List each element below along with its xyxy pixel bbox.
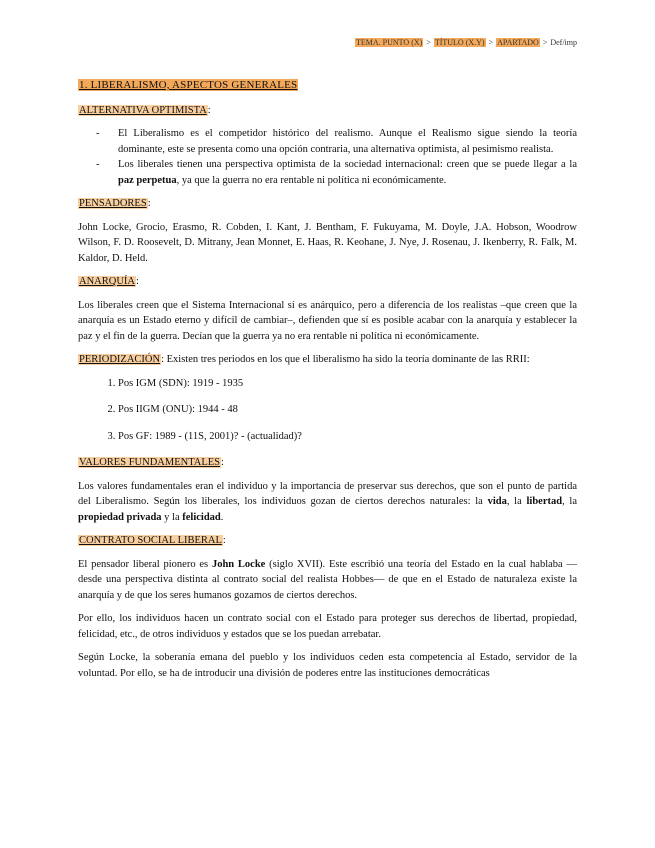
john-locke-bold: John Locke	[211, 558, 266, 570]
contrato-paragraph-1: El pensador liberal pionero es John Locke (siglo XVII). Este escribió una teoría del Estado en la cual hablaba —desde una perspectiva distinta al contrato social del realista Hobbes— de que en el Estado de naturaleza existe la anarquía y de que los seres humanos gozamos de ciertos derechos.	[78, 558, 578, 601]
contrato-paragraph-2: Por ello, los individuos hacen un contrato social con el Estado para proteger sus derechos de libertad, propiedad, felicidad, etc., de otros individuos y estados que se los puedan arrebatar.	[78, 613, 577, 640]
document-body	[78, 78, 577, 689]
breadcrumb-separator: >	[426, 38, 431, 47]
breadcrumb-titulo[interactable]: TÍTULO (X.Y)	[434, 38, 485, 47]
section-heading-valores: VALORES FUNDAMENTALES:	[79, 457, 224, 468]
valores-paragraph: Los valores fundamentales eran el individuo y la importancia de preservar sus derechos, que son el punto de partida del Liberalismo. Según los liberales, los individuos gozan de ciertos derechos naturales: la vida, la libertad, la propiedad privada y la felicidad.	[78, 480, 578, 523]
breadcrumb-separator: >	[542, 38, 548, 47]
contrato-paragraph-3: Según Locke, la soberanía emana del pueblo y los individuos ceden esta competencia al Estado, servidor de la voluntad. Por ello, se ha de introducir una división de poderes entre las instituciones democráticas	[78, 652, 577, 679]
periodizacion-list	[78, 376, 577, 445]
breadcrumb-tail: Def/imp	[550, 38, 577, 47]
section-heading-alternativa: ALTERNATIVA OPTIMISTA:	[79, 104, 211, 116]
list-item: - Los liberales tienen una perspectiva optimista de la sociedad internacional: creen que se puede llegar a la paz perpetua, ya que la guerra no era rentable ni política ni económicamente.	[118, 157, 577, 188]
periodizacion-paragraph: PERIODIZACIÓN: Existen tres periodos en los que el liberalismo ha sido la teoría dominante de las RRII:	[79, 354, 530, 365]
breadcrumb	[355, 38, 577, 48]
breadcrumb-separator: >	[488, 38, 494, 47]
list-item: - El Liberalismo es el competidor histórico del realismo. Aunque el Realismo sigue siendo la teoría dominante, este se presenta como una opción contraria, una alternativa optimista, al pesimismo realista.	[118, 126, 577, 157]
list-item: 3. Pos GF: 1989 - (11S, 2001)? - (actualidad)?	[118, 429, 577, 445]
anarquia-paragraph: Los liberales creen que el Sistema Internacional sí es anárquico, pero a diferencia de los realistas –que creen que la anarquía es un Estado eterno y difícil de cambiar–, defienden que sí es posible acabar con la anarquía y establecer la paz y el fin de la guerra. Decían que la guerra ya no era rentable ni política ni económicamente.	[78, 299, 577, 342]
list-item: 2. Pos IIGM (ONU): 1944 - 48	[118, 402, 577, 418]
list-item: 1. Pos IGM (SDN): 1919 - 1935	[118, 376, 577, 392]
pensadores-paragraph: John Locke, Grocio, Erasmo, R. Cobden, I. Kant, J. Bentham, F. Fukuyama, M. Doyle, J.A. Hobson, Woodrow Wilson, F. D. Roosevelt, D. Mitrany, Jean Monnet, E. Haas, R. Keohane, J. Nye, J. Rosenau, J. Ikenberry, R. Falk, M. Kaldor, D. Held.	[78, 221, 577, 264]
paz-perpetua-bold: paz perpetua	[118, 174, 177, 186]
breadcrumb-tema[interactable]: TEMA. PUNTO (X)	[356, 38, 423, 47]
section-heading-contrato: CONTRATO SOCIAL LIBERAL:	[79, 535, 226, 546]
section-heading-anarquia: ANARQUÍA:	[79, 276, 139, 287]
section-heading-pensadores: PENSADORES:	[79, 198, 151, 209]
section-heading-periodizacion: PERIODIZACIÓN	[79, 354, 161, 365]
alternativa-list	[78, 126, 577, 188]
breadcrumb-apartado[interactable]: APARTADO	[497, 38, 539, 47]
page-title: 1. LIBERALISMO, ASPECTOS GENERALES	[79, 79, 298, 91]
